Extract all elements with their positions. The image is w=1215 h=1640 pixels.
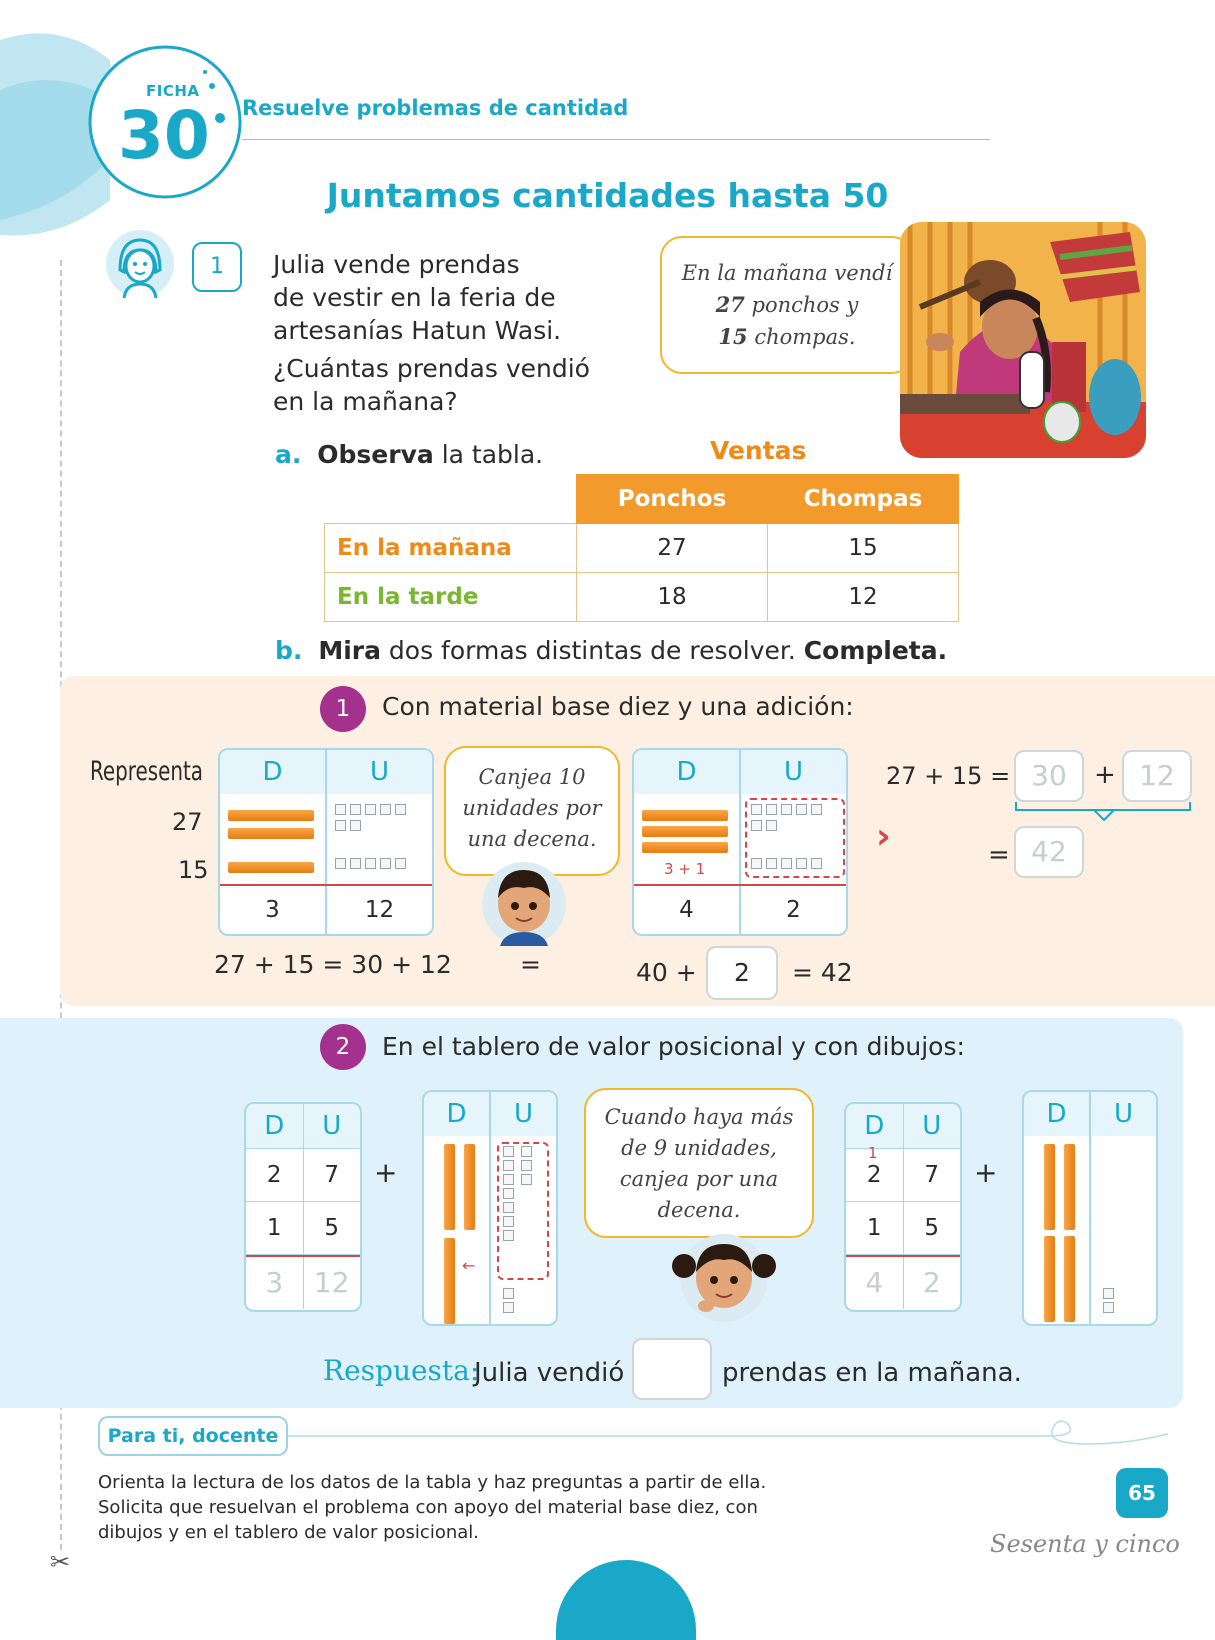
result-cell[interactable]: 12 <box>313 1266 350 1299</box>
units-column <box>1091 1136 1156 1326</box>
unit-cube <box>781 804 792 815</box>
equation-equals: = <box>520 950 541 979</box>
header-divider <box>242 139 990 140</box>
plus-sign: + <box>374 1156 398 1189</box>
col-header-tens: D <box>424 1092 491 1136</box>
problem-line: Julia vende prendas <box>273 250 520 279</box>
ten-rod <box>1064 1236 1075 1322</box>
ten-rod <box>642 842 728 853</box>
vendor-speech-bubble <box>660 236 914 374</box>
part-b <box>275 636 947 665</box>
col-header-units: U <box>369 757 390 787</box>
speech-line: decena. <box>657 1198 741 1222</box>
units-column <box>741 794 846 884</box>
ficha-number: 30 <box>118 97 210 174</box>
unit-cube <box>521 1146 532 1157</box>
speech-line: unidades por <box>462 796 602 820</box>
problem-question <box>273 352 590 418</box>
units-column <box>491 1136 556 1326</box>
sum-equation-left: 40 + <box>636 958 697 987</box>
page-number-words: Sesenta y cinco <box>990 1530 1180 1558</box>
table-row <box>325 524 959 573</box>
unit-cube <box>1103 1302 1114 1313</box>
unit-cube <box>395 804 406 815</box>
represent-value: 15 <box>178 856 209 884</box>
col-header-tens: D <box>634 750 741 794</box>
answer-text-start: Julia vendió <box>474 1358 625 1388</box>
unit-cube <box>503 1188 514 1199</box>
unit-cube <box>1103 1288 1114 1299</box>
table-header: Ponchos <box>577 475 768 524</box>
answer-box-tens[interactable]: 30 <box>1014 750 1084 802</box>
unit-cube <box>811 858 822 869</box>
table-row <box>325 573 959 622</box>
unit-cube <box>781 858 792 869</box>
unit-cube <box>751 804 762 815</box>
row-label-afternoon: En la tarde <box>325 573 577 622</box>
speech-number: 15 <box>718 324 748 349</box>
col-header-units: U <box>783 757 804 787</box>
ten-rod <box>444 1238 455 1324</box>
speech-line: Cuando haya más <box>604 1105 794 1129</box>
part-b-verb2: Completa. <box>803 636 948 665</box>
table-header: Chompas <box>768 475 959 524</box>
unit-cube <box>335 858 346 869</box>
decorative-line <box>288 1420 1168 1460</box>
unit-cube <box>503 1288 514 1299</box>
teacher-instructions <box>98 1470 858 1545</box>
represent-label: Representa <box>90 756 203 787</box>
equation-equals: = <box>988 840 1010 870</box>
question-line: ¿Cuántas prendas vendió <box>273 354 590 383</box>
unit-cube <box>503 1230 514 1241</box>
carry-digit: 1 <box>868 1144 878 1162</box>
table-cell: 15 <box>768 524 959 573</box>
problem-line: artesanías Hatun Wasi. <box>273 316 562 345</box>
table-title: Ventas <box>710 436 807 465</box>
speech-number: 27 <box>715 292 745 317</box>
unit-cube <box>350 804 361 815</box>
col-header-units: U <box>1113 1099 1134 1129</box>
student-icon <box>104 226 176 302</box>
teacher-line: Orienta la lectura de los datos de la tabla y haz preguntas a partir de ella. <box>98 1472 767 1493</box>
unit-cube <box>503 1146 514 1157</box>
section1-number: 1 <box>320 686 366 732</box>
ten-rod <box>1044 1236 1055 1322</box>
total-tens: 3 <box>220 886 327 934</box>
teacher-line: Solicita que resuelvan el problema con apoyo del material base diez, con <box>98 1497 758 1518</box>
col-header-units: U <box>513 1099 534 1129</box>
ten-rod <box>1064 1144 1075 1230</box>
result-cell[interactable]: 2 <box>922 1266 941 1299</box>
teacher-line: dibujos y en el tablero de valor posicional. <box>98 1522 480 1543</box>
answer-box-units-sum[interactable]: 2 <box>706 946 778 1000</box>
tens-column <box>634 794 741 884</box>
unit-cube <box>365 858 376 869</box>
unit-cube <box>335 820 346 831</box>
table-cell: 1 <box>246 1202 304 1254</box>
tens-column <box>424 1136 491 1326</box>
unit-cube <box>766 804 777 815</box>
table-cell: 12 <box>768 573 959 622</box>
answer-box-result[interactable]: 42 <box>1014 826 1084 878</box>
unit-cube <box>521 1174 532 1185</box>
unit-cube <box>796 858 807 869</box>
ten-rod <box>642 810 728 821</box>
teacher-tag: Para ti, docente <box>98 1416 288 1456</box>
problem-statement <box>273 248 561 347</box>
total-tens: 4 <box>634 886 741 934</box>
market-vendor-illustration <box>900 222 1146 458</box>
table-cell: 2 <box>246 1149 304 1201</box>
problem-line: de vestir en la feria de <box>273 283 556 312</box>
represent-value: 27 <box>172 808 203 836</box>
unit-cube <box>350 820 361 831</box>
carry-note: 3 + 1 <box>664 860 706 878</box>
unit-cube <box>751 858 762 869</box>
section2-number: 2 <box>320 1024 366 1070</box>
unit-cube <box>350 858 361 869</box>
part-b-verb: Mira <box>318 636 381 665</box>
competence-heading: Resuelve problemas de cantidad <box>242 96 629 120</box>
unit-cube <box>503 1216 514 1227</box>
col-header-tens: D <box>246 1104 304 1148</box>
part-a-verb: Observa <box>317 440 434 469</box>
unit-cube <box>766 858 777 869</box>
unit-cube <box>811 804 822 815</box>
table-corner <box>325 475 577 524</box>
place-value-table-1 <box>244 1102 362 1312</box>
table-cell: 5 <box>324 1215 340 1241</box>
speech-line: una decena. <box>467 827 597 851</box>
table-cell: 18 <box>577 573 768 622</box>
unit-cube <box>395 858 406 869</box>
chevron-right-icon: › <box>876 816 891 857</box>
sales-table <box>324 474 959 622</box>
ficha-label: FICHA <box>146 82 200 100</box>
part-b-letter: b. <box>275 636 303 665</box>
col-header-tens: D <box>220 750 327 794</box>
table-cell: 5 <box>924 1215 940 1241</box>
table-header-row <box>325 475 959 524</box>
question-line: en la mañana? <box>273 387 458 416</box>
answer-text-end: prendas en la mañana. <box>722 1358 1022 1388</box>
equation-left: 27 + 15 = <box>886 762 1011 790</box>
part-b-mid: dos formas distintas de resolver. <box>380 636 804 665</box>
ten-rod <box>228 810 314 821</box>
boy-avatar <box>478 858 570 946</box>
part-a <box>275 440 543 469</box>
col-header-units: U <box>922 1111 942 1141</box>
bottom-tab-decoration <box>556 1560 696 1640</box>
ten-rod <box>642 826 728 837</box>
total-units: 12 <box>364 897 395 923</box>
col-header-tens: D <box>846 1104 904 1148</box>
base-ten-board-1 <box>218 748 434 936</box>
girl-avatar <box>666 1226 782 1324</box>
arrow-left-icon: ← <box>462 1256 476 1275</box>
unit-cube <box>380 858 391 869</box>
ten-rod <box>1044 1144 1055 1230</box>
row-label-morning: En la mañana <box>325 524 577 573</box>
unit-cube <box>503 1174 514 1185</box>
girl-speech-bubble <box>584 1088 814 1238</box>
part-a-letter: a. <box>275 440 302 469</box>
speech-line: de 9 unidades, <box>621 1136 777 1160</box>
ten-rod <box>228 862 314 873</box>
tens-column <box>1024 1136 1091 1326</box>
table-cell: 7 <box>924 1162 940 1188</box>
speech-text: ponchos y <box>744 293 859 317</box>
drawing-board-2 <box>1022 1090 1158 1326</box>
answer-input[interactable] <box>632 1338 712 1400</box>
result-cell[interactable]: 4 <box>846 1257 904 1309</box>
units-column <box>327 794 432 884</box>
unit-cube <box>796 804 807 815</box>
boy-speech-bubble <box>444 746 620 876</box>
ten-rod <box>464 1144 475 1230</box>
ten-rod <box>444 1144 455 1230</box>
col-header-tens: D <box>1024 1092 1091 1136</box>
place-value-table-2 <box>844 1102 962 1312</box>
table-cell: 7 <box>324 1162 340 1188</box>
unit-cube <box>335 804 346 815</box>
unit-cube <box>380 804 391 815</box>
problem-number: 1 <box>192 242 242 292</box>
part-a-rest: la tabla. <box>433 440 544 469</box>
page-number: 65 <box>1116 1468 1168 1518</box>
table-cell: 1 <box>846 1202 904 1254</box>
table-cell: 27 <box>577 524 768 573</box>
answer-label: Respuesta: <box>323 1354 480 1387</box>
section2-title: En el tablero de valor posicional y con dibujos: <box>382 1032 965 1061</box>
unit-cube <box>503 1160 514 1171</box>
speech-line: canjea por una <box>619 1167 779 1191</box>
ten-rod <box>228 828 314 839</box>
speech-line: Canjea 10 <box>478 765 586 789</box>
equation-plus: + <box>1094 760 1116 790</box>
section1-title: Con material base diez y una adición: <box>382 692 854 721</box>
unit-cube <box>521 1160 532 1171</box>
speech-line: En la mañana vendí <box>681 261 893 285</box>
result-cell[interactable]: 3 <box>246 1257 304 1309</box>
sum-equation-right: = 42 <box>792 958 853 987</box>
drawing-board-1 <box>422 1090 558 1326</box>
plus-sign: + <box>974 1156 998 1189</box>
base-ten-board-2 <box>632 748 848 936</box>
brace-icon <box>1014 800 1194 824</box>
scissors-icon: ✂ <box>50 1548 71 1576</box>
total-units: 2 <box>786 897 801 923</box>
unit-cube <box>503 1302 514 1313</box>
speech-text: chompas. <box>747 325 856 349</box>
decomposition-equation: 27 + 15 = 30 + 12 <box>214 950 452 979</box>
tens-column <box>220 794 327 884</box>
unit-cube <box>365 804 376 815</box>
answer-box-units[interactable]: 12 <box>1122 750 1192 802</box>
unit-cube <box>503 1202 514 1213</box>
table-cell: 2 <box>846 1149 904 1201</box>
col-header-units: U <box>322 1111 342 1141</box>
unit-cube <box>751 820 762 831</box>
unit-cube <box>766 820 777 831</box>
page-title: Juntamos cantidades hasta 50 <box>326 176 889 215</box>
